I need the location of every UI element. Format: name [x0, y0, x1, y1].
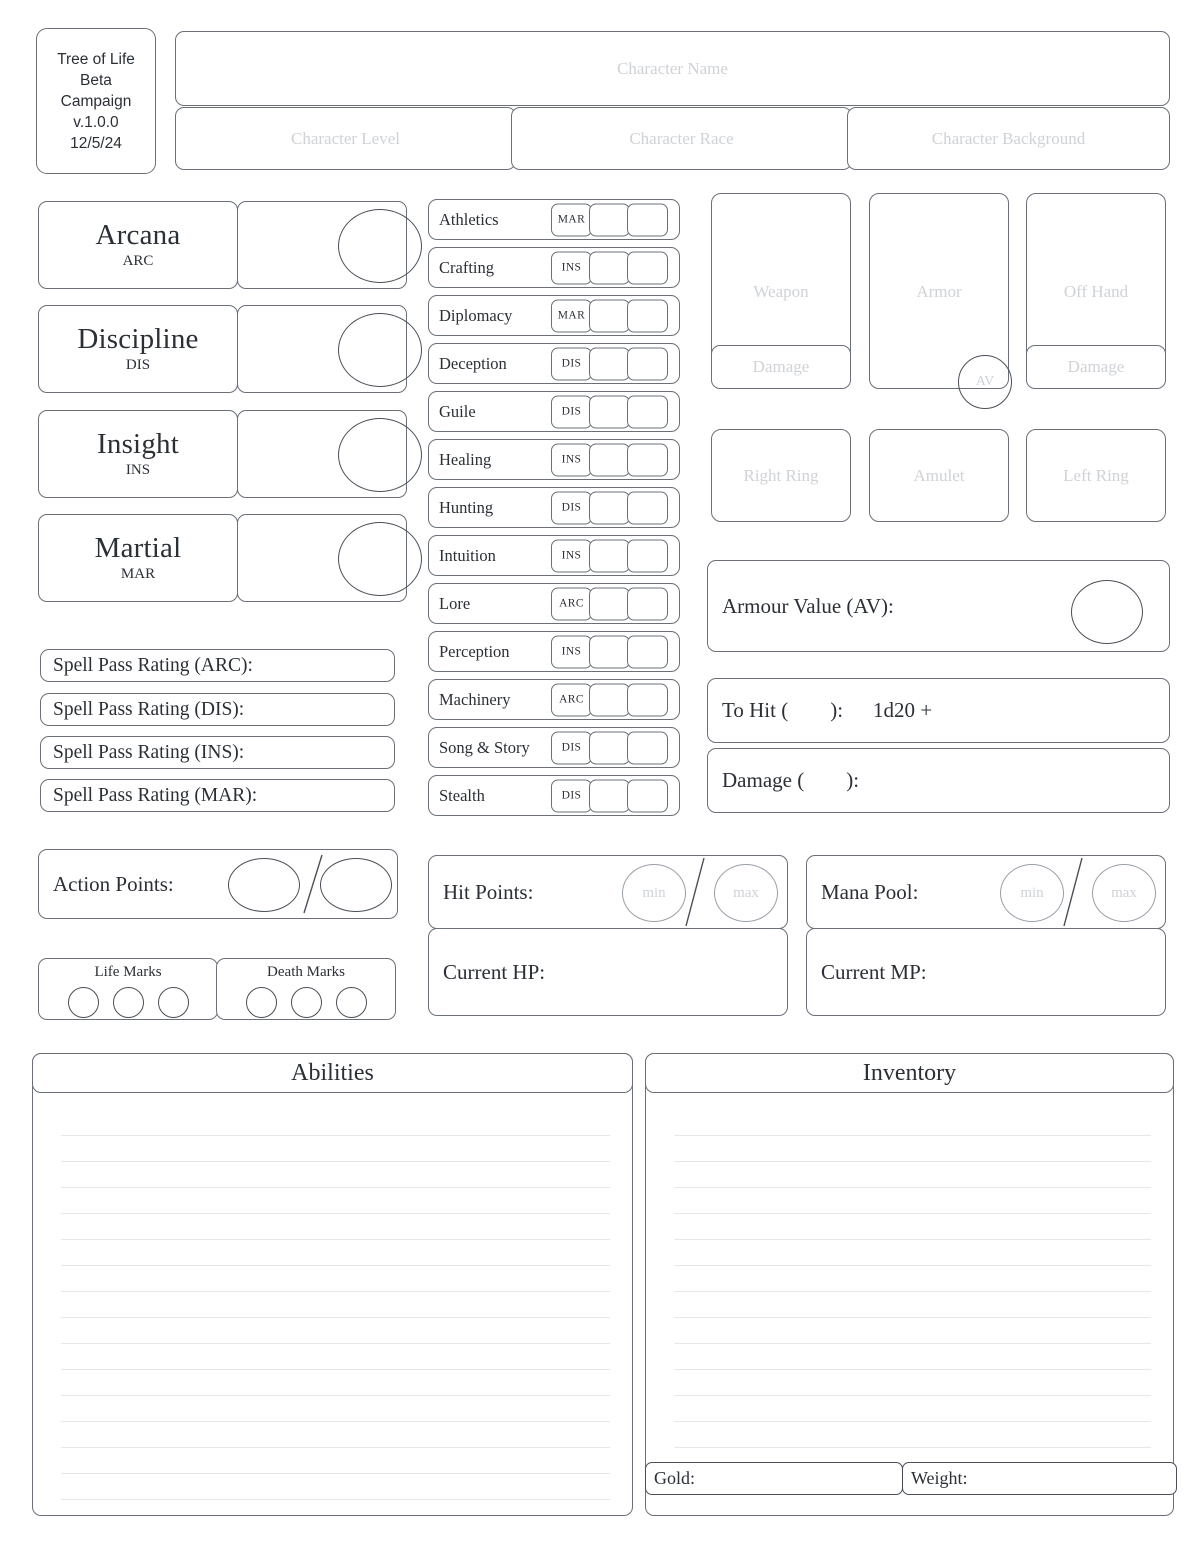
skill-row — [428, 343, 680, 384]
ruled-line — [674, 1110, 1151, 1136]
spell-pass-rating-ins-field[interactable] — [40, 736, 395, 769]
ruled-line — [674, 1240, 1151, 1266]
skill-name: Hunting — [439, 497, 494, 517]
spell-pass-rating-mar-field[interactable] — [40, 779, 395, 812]
death-mark-circle[interactable] — [246, 987, 277, 1018]
spell-pass-rating-arc-label: Spell Pass Rating (ARC): — [53, 654, 253, 676]
armor-av-label: AV — [975, 374, 995, 389]
skill-total-box[interactable] — [627, 587, 668, 620]
damage-suffix: ): — [846, 768, 860, 792]
skill-total-box[interactable] — [627, 347, 668, 380]
skill-attribute-tag: INS — [551, 635, 592, 668]
skill-rank-box[interactable] — [589, 395, 630, 428]
skill-row — [428, 775, 680, 816]
ruled-line — [61, 1136, 610, 1162]
current-mp-label: Current MP: — [821, 959, 927, 984]
skill-row — [428, 487, 680, 528]
ruled-line — [674, 1318, 1151, 1344]
ruled-line — [61, 1188, 610, 1214]
death-marks-panel — [216, 958, 396, 1020]
skill-total-box[interactable] — [627, 491, 668, 524]
skill-row — [428, 295, 680, 336]
skill-total-box[interactable] — [627, 683, 668, 716]
skill-attribute-tag: INS — [551, 251, 592, 284]
attribute-modifier-circle-arcana[interactable] — [338, 209, 422, 283]
skill-attribute-tag: DIS — [551, 491, 592, 524]
to-hit-formula: 1d20 + — [873, 698, 933, 722]
skill-name: Crafting — [439, 257, 494, 277]
action-points-current-circle[interactable] — [228, 858, 300, 912]
mana-pool-max-circle[interactable] — [1092, 864, 1156, 922]
skill-attribute-tag: DIS — [551, 779, 592, 812]
spell-pass-rating-mar-label: Spell Pass Rating (MAR): — [53, 784, 258, 806]
skill-rank-box[interactable] — [589, 779, 630, 812]
skill-total-box[interactable] — [627, 251, 668, 284]
life-marks-label: Life Marks — [94, 964, 162, 980]
ruled-line — [674, 1136, 1151, 1162]
skill-row — [428, 199, 680, 240]
attribute-modifier-circle-martial[interactable] — [338, 522, 422, 596]
attribute-block-martial — [38, 514, 238, 602]
character-name-field[interactable] — [175, 31, 1170, 106]
skill-name: Perception — [439, 641, 510, 661]
skill-name: Healing — [439, 449, 492, 469]
skill-rank-box[interactable] — [589, 299, 630, 332]
ruled-line — [61, 1474, 610, 1500]
life-mark-circle[interactable] — [158, 987, 189, 1018]
campaign-line-3: Campaign — [60, 92, 132, 110]
character-level-field[interactable] — [175, 107, 516, 170]
skill-rank-box[interactable] — [589, 587, 630, 620]
weapon-damage-field[interactable] — [711, 345, 851, 389]
character-background-field[interactable] — [847, 107, 1170, 170]
character-level-placeholder: Character Level — [290, 128, 400, 148]
attribute-name-arcana: Arcana — [95, 219, 181, 251]
abilities-panel — [32, 1053, 633, 1516]
to-hit-suffix: ): — [830, 698, 844, 722]
skill-attribute-tag: DIS — [551, 731, 592, 764]
attribute-abbr-martial: MAR — [120, 566, 156, 582]
spell-pass-rating-dis-field[interactable] — [40, 693, 395, 726]
ruled-line — [674, 1292, 1151, 1318]
skill-name: Deception — [439, 353, 507, 373]
skill-rank-box[interactable] — [589, 731, 630, 764]
spell-pass-rating-dis-label: Spell Pass Rating (DIS): — [53, 698, 245, 720]
skill-rank-box[interactable] — [589, 347, 630, 380]
attribute-name-martial: Martial — [94, 532, 182, 564]
action-points-max-circle[interactable] — [320, 858, 392, 912]
abilities-header — [32, 1053, 633, 1093]
ruled-line — [61, 1240, 610, 1266]
skill-attribute-tag: DIS — [551, 395, 592, 428]
skill-name: Song & Story — [439, 737, 530, 757]
ruled-line — [674, 1266, 1151, 1292]
current-hp-field[interactable] — [428, 928, 788, 1016]
campaign-version: v.1.0.0 — [73, 113, 119, 131]
mana-pool-label: Mana Pool: — [821, 879, 919, 904]
character-race-field[interactable] — [511, 107, 852, 170]
campaign-line-1: Tree of Life — [57, 50, 135, 68]
ruled-line — [674, 1370, 1151, 1396]
equipment-slot-weapon[interactable] — [711, 193, 851, 389]
attribute-modifier-circle-discipline[interactable] — [338, 313, 422, 387]
skill-name: Guile — [439, 401, 476, 421]
ruled-line — [61, 1266, 610, 1292]
skill-row — [428, 679, 680, 720]
ruled-line — [674, 1188, 1151, 1214]
skill-row — [428, 583, 680, 624]
life-marks-circles — [39, 987, 217, 1018]
hit-points-min-circle[interactable] — [622, 864, 686, 922]
action-points-label: Action Points: — [53, 871, 174, 896]
ruled-line — [674, 1422, 1151, 1448]
attribute-abbr-arcana: ARC — [122, 253, 154, 269]
mana-pool-slash-icon — [1060, 854, 1086, 930]
death-marks-label: Death Marks — [267, 964, 345, 980]
gold-field[interactable] — [645, 1462, 903, 1495]
skill-total-box[interactable] — [627, 539, 668, 572]
skill-rank-box[interactable] — [589, 635, 630, 668]
ruled-line — [61, 1162, 610, 1188]
damage-field[interactable] — [707, 748, 1170, 813]
equipment-slot-right-ring[interactable] — [711, 429, 851, 522]
skill-total-box[interactable] — [627, 731, 668, 764]
gold-label: Gold: — [654, 1468, 696, 1488]
attribute-abbr-discipline: DIS — [125, 357, 151, 373]
character-race-placeholder: Character Race — [629, 128, 734, 148]
skill-row — [428, 631, 680, 672]
equipment-slot-off-hand[interactable] — [1026, 193, 1166, 389]
equipment-slot-amulet[interactable] — [869, 429, 1009, 522]
skill-name: Intuition — [439, 545, 496, 565]
equipment-label-armor: Armor — [916, 282, 962, 301]
ruled-line — [61, 1422, 610, 1448]
inventory-panel — [645, 1053, 1174, 1516]
campaign-date: 12/5/24 — [70, 134, 122, 152]
current-hp-label: Current HP: — [443, 959, 546, 984]
inventory-title: Inventory — [862, 1059, 957, 1086]
attribute-name-discipline: Discipline — [77, 323, 199, 355]
campaign-info-box — [36, 28, 156, 174]
ruled-line — [674, 1214, 1151, 1240]
skill-attribute-tag: ARC — [551, 587, 592, 620]
ruled-line — [61, 1292, 610, 1318]
damage-prefix: Damage ( — [722, 768, 805, 792]
mana-pool-min-circle[interactable] — [1000, 864, 1064, 922]
death-marks-circles — [217, 987, 395, 1018]
skill-name: Machinery — [439, 689, 511, 709]
hit-points-max-placeholder: max — [733, 884, 759, 901]
skill-row — [428, 727, 680, 768]
hit-points-min-placeholder: min — [642, 884, 666, 901]
attribute-name-insight: Insight — [97, 428, 179, 460]
to-hit-prefix: To Hit ( — [722, 698, 789, 722]
skill-row — [428, 535, 680, 576]
character-background-placeholder: Character Background — [931, 128, 1086, 148]
skill-rank-box[interactable] — [589, 443, 630, 476]
equipment-label-amulet: Amulet — [913, 465, 965, 485]
skill-rank-box[interactable] — [589, 203, 630, 236]
skill-rank-box[interactable] — [589, 683, 630, 716]
attribute-block-arcana — [38, 201, 238, 289]
ruled-line — [61, 1448, 610, 1474]
spell-pass-rating-ins-label: Spell Pass Rating (INS): — [53, 741, 245, 763]
attribute-abbr-insight: INS — [125, 462, 151, 478]
equipment-label-weapon: Weapon — [753, 282, 809, 301]
skill-row — [428, 439, 680, 480]
campaign-line-2: Beta — [80, 71, 112, 89]
to-hit-field[interactable] — [707, 678, 1170, 743]
ruled-line — [674, 1162, 1151, 1188]
skill-rank-box[interactable] — [589, 251, 630, 284]
armour-value-label: Armour Value (AV): — [722, 593, 894, 618]
weapon-damage-label: Damage — [752, 357, 810, 376]
ruled-line — [674, 1344, 1151, 1370]
equipment-label-left-ring: Left Ring — [1063, 465, 1129, 485]
current-mp-field[interactable] — [806, 928, 1166, 1016]
skill-attribute-tag: ARC — [551, 683, 592, 716]
life-mark-circle[interactable] — [68, 987, 99, 1018]
attribute-block-insight — [38, 410, 238, 498]
equipment-slot-left-ring[interactable] — [1026, 429, 1166, 522]
skill-rank-box[interactable] — [589, 539, 630, 572]
equipment-label-off-hand: Off Hand — [1063, 282, 1129, 301]
off-hand-damage-label: Damage — [1067, 357, 1125, 376]
skill-attribute-tag: MAR — [551, 299, 592, 332]
skill-name: Athletics — [439, 209, 499, 229]
life-marks-panel — [38, 958, 218, 1020]
hit-points-slash-icon — [682, 854, 708, 930]
abilities-title: Abilities — [291, 1059, 374, 1086]
skill-attribute-tag: INS — [551, 539, 592, 572]
skill-total-box[interactable] — [627, 299, 668, 332]
hit-points-max-circle[interactable] — [714, 864, 778, 922]
hit-points-label: Hit Points: — [443, 879, 534, 904]
death-mark-circle[interactable] — [336, 987, 367, 1018]
off-hand-damage-field[interactable] — [1026, 345, 1166, 389]
ruled-line — [674, 1396, 1151, 1422]
death-mark-circle[interactable] — [291, 987, 322, 1018]
skill-row — [428, 247, 680, 288]
weight-label: Weight: — [911, 1468, 968, 1488]
mana-pool-min-placeholder: min — [1020, 884, 1044, 901]
spell-pass-rating-arc-field[interactable] — [40, 649, 395, 682]
skill-name: Diplomacy — [439, 305, 513, 325]
skill-total-box[interactable] — [627, 779, 668, 812]
skill-total-box[interactable] — [627, 635, 668, 668]
character-name-placeholder: Character Name — [617, 58, 728, 78]
ruled-line — [61, 1344, 610, 1370]
skill-name: Stealth — [439, 785, 485, 805]
ruled-line — [61, 1214, 610, 1240]
armour-value-circle[interactable] — [1071, 580, 1143, 644]
attribute-block-discipline — [38, 305, 238, 393]
armor-av-circle[interactable] — [958, 355, 1012, 409]
ruled-line — [61, 1110, 610, 1136]
ruled-line — [61, 1370, 610, 1396]
skill-attribute-tag: DIS — [551, 347, 592, 380]
inventory-header — [645, 1053, 1174, 1093]
skill-total-box[interactable] — [627, 395, 668, 428]
life-mark-circle[interactable] — [113, 987, 144, 1018]
skill-row — [428, 391, 680, 432]
skill-total-box[interactable] — [627, 443, 668, 476]
inventory-writing-area[interactable] — [674, 1110, 1151, 1481]
equipment-label-right-ring: Right Ring — [743, 465, 819, 485]
skill-attribute-tag: INS — [551, 443, 592, 476]
mana-pool-max-placeholder: max — [1111, 884, 1137, 901]
skill-total-box[interactable] — [627, 203, 668, 236]
weight-field[interactable] — [902, 1462, 1177, 1495]
ruled-line — [61, 1318, 610, 1344]
ruled-line — [61, 1396, 610, 1422]
skill-rank-box[interactable] — [589, 491, 630, 524]
attribute-modifier-circle-insight[interactable] — [338, 418, 422, 492]
skill-attribute-tag: MAR — [551, 203, 592, 236]
ruled-line — [61, 1500, 610, 1509]
skill-name: Lore — [439, 593, 471, 613]
abilities-writing-area[interactable] — [61, 1110, 610, 1509]
